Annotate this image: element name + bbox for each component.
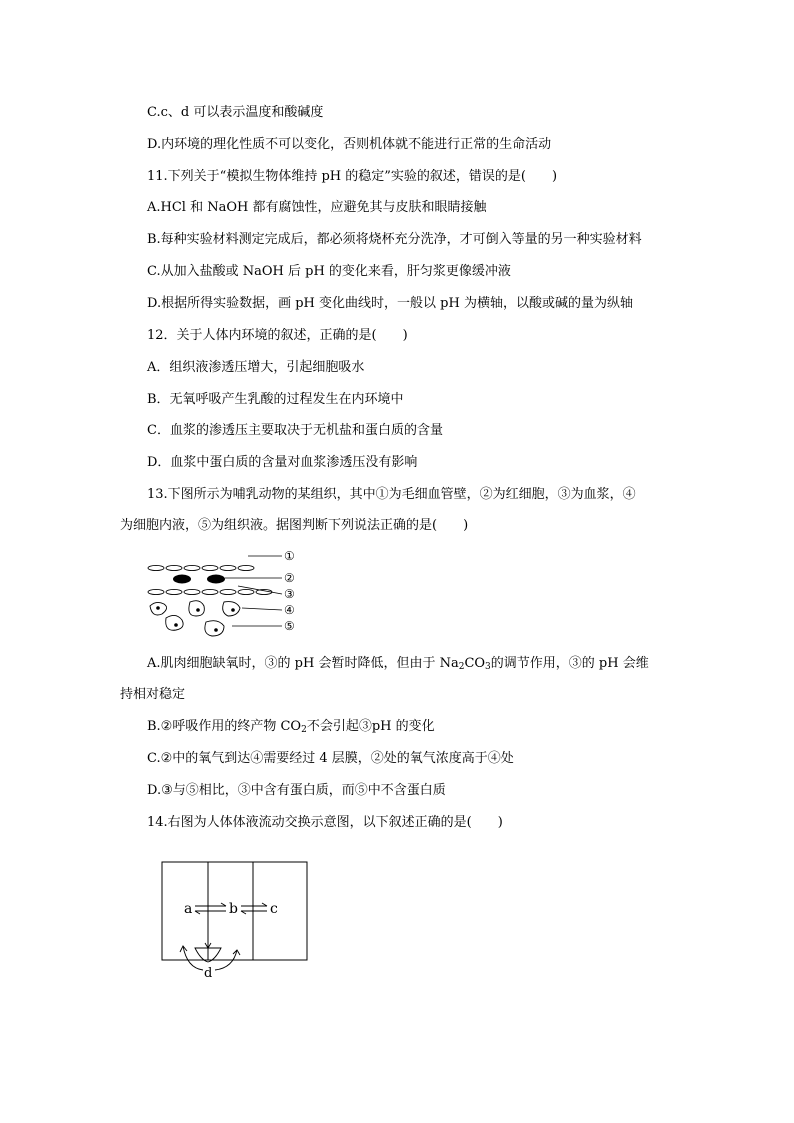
q13-option-b <box>147 718 435 736</box>
q12-option-c: C．血浆的渗透压主要取决于无机盐和蛋白质的含量 <box>147 423 443 438</box>
fig-label-2: ② <box>284 571 295 585</box>
q11-option-d: D.根据所得实验数据，画 pH 变化曲线时，一般以 pH 为横轴，以酸或碱的量为纵轴 <box>147 296 633 311</box>
q13-stem-line1: 13.下图所示为哺乳动物的某组织，其中①为毛细血管壁，②为红细胞，③为血浆，④ <box>147 487 636 502</box>
q13-a-sub-2: 3 <box>485 662 491 672</box>
q12-stem: 12．关于人体内环境的叙述，正确的是( ) <box>147 328 408 343</box>
fig-label-1: ① <box>284 549 295 563</box>
fig-label-a: a <box>184 901 193 917</box>
q13-b-text-1: B.②呼吸作用的终产物 CO <box>147 719 302 734</box>
q13-option-a-line1 <box>147 655 649 673</box>
q13-a-text-3: 的调节作用，③的 pH 会维 <box>490 656 649 671</box>
fig-label-5: ⑤ <box>284 619 295 633</box>
fig-label-d: d <box>204 966 213 981</box>
q14-stem: 14.右图为人体体液流动交换示意图，以下叙述正确的是( ) <box>147 815 503 830</box>
q12-option-a: A．组织液渗透压增大，引起细胞吸水 <box>147 360 365 375</box>
q11-option-c: C.从加入盐酸或 NaOH 后 pH 的变化来看，肝匀浆更像缓冲液 <box>147 264 511 279</box>
q13-stem-line2: 为细胞内液，⑤为组织液。据图判断下列说法正确的是( ) <box>120 518 469 533</box>
tissue-figure <box>140 546 310 638</box>
q11-option-b: B.每种实验材料测定完成后，都必须将烧杯充分洗净，才可倒入等量的另一种实验材料 <box>147 232 642 247</box>
fig-label-3: ③ <box>284 587 295 601</box>
fig-label-b: b <box>229 901 238 917</box>
q13-option-c: C.②中的氧气到达④需要经过 4 层膜，②处的氧气浓度高于④处 <box>147 751 514 766</box>
q12-option-b: B．无氧呼吸产生乳酸的过程发生在内环境中 <box>147 392 404 407</box>
fig-label-c: c <box>270 901 278 917</box>
q13-option-d: D.③与⑤相比，③中含有蛋白质，而⑤中不含蛋白质 <box>147 783 446 798</box>
fig-label-4: ④ <box>284 603 295 617</box>
q11-option-a: A.HCl 和 NaOH 都有腐蚀性，应避免其与皮肤和眼睛接触 <box>147 200 487 215</box>
q13-b-text-2: 不会引起③pH 的变化 <box>306 719 435 734</box>
q10-option-c: C.c、d 可以表示温度和酸碱度 <box>147 105 324 120</box>
q13-option-a-line2: 持相对稳定 <box>120 687 186 702</box>
q13-b-sub: 2 <box>301 725 307 735</box>
q10-option-d: D.内环境的理化性质不可以变化，否则机体就不能进行正常的生命活动 <box>147 137 552 152</box>
q13-a-sub-1: 2 <box>458 662 465 672</box>
q13-a-text-2: CO <box>464 656 486 671</box>
fluid-exchange-figure <box>155 856 315 988</box>
q11-stem: 11.下列关于“模拟生物体维持 pH 的稳定”实验的叙述，错误的是( ) <box>147 169 558 184</box>
q12-option-d: D．血浆中蛋白质的含量对血浆渗透压没有影响 <box>147 455 418 470</box>
q13-a-text-1: A.肌肉细胞缺氧时，③的 pH 会暂时降低，但由于 Na <box>147 656 459 671</box>
